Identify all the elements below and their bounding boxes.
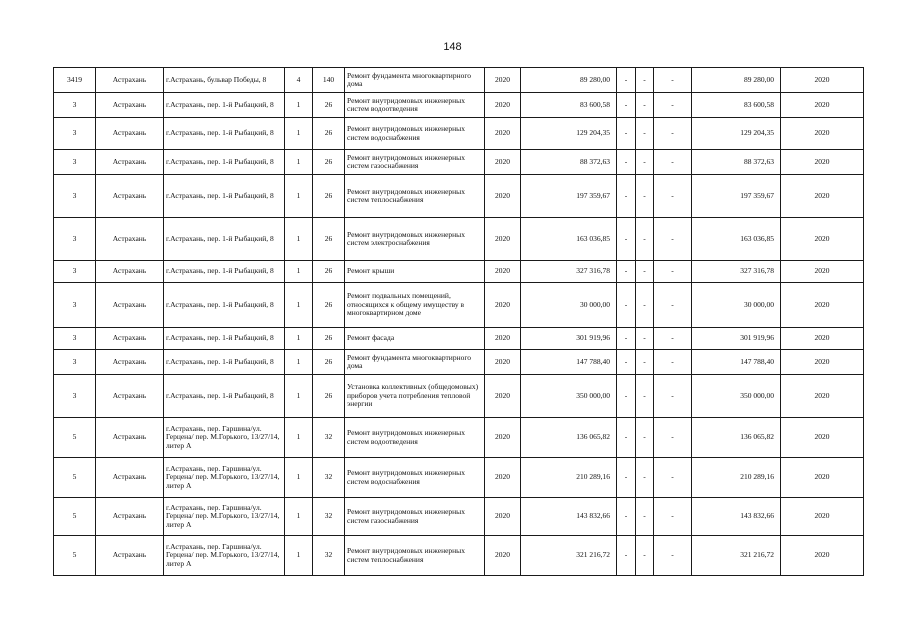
dash-cell: - — [636, 283, 654, 328]
dash-cell: - — [636, 68, 654, 93]
cost-cell: 350 000,00 — [521, 375, 617, 418]
work-type-cell: Установка коллективных (общедомовых) приборов учета потребления тепловой энергии — [345, 375, 485, 418]
dash-cell: - — [654, 261, 692, 283]
dash-cell: - — [617, 283, 636, 328]
table-row — [54, 150, 864, 175]
cost-cell: 30 000,00 — [521, 283, 617, 328]
row-number: 3 — [54, 93, 96, 118]
year-cell: 2020 — [485, 150, 521, 175]
dash-cell: - — [654, 118, 692, 150]
completion-year-cell: 2020 — [781, 536, 864, 576]
total-cell: 129 204,35 — [692, 118, 781, 150]
year-cell: 2020 — [485, 375, 521, 418]
address-cell: г.Астрахань, пер. Гаршина/ул. Герцена/ пер. М.Горького, 13/27/14, литер А — [164, 498, 285, 536]
dash-cell: - — [654, 93, 692, 118]
dash-cell: - — [636, 536, 654, 576]
floors-cell: 1 — [285, 375, 313, 418]
dash-cell: - — [654, 418, 692, 458]
dash-cell: - — [617, 218, 636, 261]
row-number: 5 — [54, 418, 96, 458]
work-type-cell: Ремонт крыши — [345, 261, 485, 283]
work-type-cell: Ремонт внутридомовых инженерных систем теплоснабжения — [345, 536, 485, 576]
address-cell: г.Астрахань, пер. 1-й Рыбацкий, 8 — [164, 375, 285, 418]
floors-cell: 1 — [285, 458, 313, 498]
year-cell: 2020 — [485, 93, 521, 118]
work-type-cell: Ремонт внутридомовых инженерных систем газоснабжения — [345, 498, 485, 536]
completion-year-cell: 2020 — [781, 118, 864, 150]
dash-cell: - — [617, 93, 636, 118]
apartments-cell: 32 — [313, 458, 345, 498]
work-type-cell: Ремонт внутридомовых инженерных систем водоснабжения — [345, 458, 485, 498]
cost-cell: 88 372,63 — [521, 150, 617, 175]
completion-year-cell: 2020 — [781, 283, 864, 328]
dash-cell: - — [636, 418, 654, 458]
dash-cell: - — [636, 118, 654, 150]
apartments-cell: 32 — [313, 498, 345, 536]
year-cell: 2020 — [485, 536, 521, 576]
row-number: 3 — [54, 350, 96, 375]
total-cell: 89 280,00 — [692, 68, 781, 93]
dash-cell: - — [617, 375, 636, 418]
table-row — [54, 68, 864, 93]
address-cell: г.Астрахань, пер. 1-й Рыбацкий, 8 — [164, 175, 285, 218]
completion-year-cell: 2020 — [781, 328, 864, 350]
dash-cell: - — [654, 536, 692, 576]
dash-cell: - — [636, 175, 654, 218]
dash-cell: - — [617, 536, 636, 576]
completion-year-cell: 2020 — [781, 418, 864, 458]
table-row — [54, 328, 864, 350]
address-cell: г.Астрахань, бульвар Победы, 8 — [164, 68, 285, 93]
row-number: 3 — [54, 375, 96, 418]
floors-cell: 1 — [285, 118, 313, 150]
dash-cell: - — [636, 458, 654, 498]
dash-cell: - — [654, 375, 692, 418]
row-number: 3 — [54, 261, 96, 283]
cost-cell: 197 359,67 — [521, 175, 617, 218]
city-cell: Астрахань — [96, 328, 164, 350]
completion-year-cell: 2020 — [781, 150, 864, 175]
table-row — [54, 498, 864, 536]
dash-cell: - — [654, 328, 692, 350]
floors-cell: 1 — [285, 93, 313, 118]
city-cell: Астрахань — [96, 93, 164, 118]
city-cell: Астрахань — [96, 458, 164, 498]
dash-cell: - — [654, 498, 692, 536]
row-number: 5 — [54, 498, 96, 536]
cost-cell: 147 788,40 — [521, 350, 617, 375]
floors-cell: 4 — [285, 68, 313, 93]
dash-cell: - — [654, 350, 692, 375]
cost-cell: 143 832,66 — [521, 498, 617, 536]
year-cell: 2020 — [485, 350, 521, 375]
year-cell: 2020 — [485, 283, 521, 328]
year-cell: 2020 — [485, 261, 521, 283]
row-number: 5 — [54, 458, 96, 498]
total-cell: 30 000,00 — [692, 283, 781, 328]
completion-year-cell: 2020 — [781, 375, 864, 418]
total-cell: 163 036,85 — [692, 218, 781, 261]
work-type-cell: Ремонт фасада — [345, 328, 485, 350]
dash-cell: - — [617, 150, 636, 175]
dash-cell: - — [617, 175, 636, 218]
city-cell: Астрахань — [96, 68, 164, 93]
address-cell: г.Астрахань, пер. 1-й Рыбацкий, 8 — [164, 93, 285, 118]
city-cell: Астрахань — [96, 375, 164, 418]
cost-cell: 327 316,78 — [521, 261, 617, 283]
total-cell: 143 832,66 — [692, 498, 781, 536]
table-row — [54, 458, 864, 498]
dash-cell: - — [654, 150, 692, 175]
completion-year-cell: 2020 — [781, 261, 864, 283]
cost-cell: 210 289,16 — [521, 458, 617, 498]
apartments-cell: 26 — [313, 261, 345, 283]
page-number: 148 — [443, 41, 462, 53]
work-type-cell: Ремонт фундамента многоквартирного дома — [345, 350, 485, 375]
table-row — [54, 118, 864, 150]
total-cell: 88 372,63 — [692, 150, 781, 175]
floors-cell: 1 — [285, 283, 313, 328]
address-cell: г.Астрахань, пер. Гаршина/ул. Герцена/ пер. М.Горького, 13/27/14, литер А — [164, 458, 285, 498]
total-cell: 210 289,16 — [692, 458, 781, 498]
city-cell: Астрахань — [96, 118, 164, 150]
row-number: 5 — [54, 536, 96, 576]
cost-cell: 83 600,58 — [521, 93, 617, 118]
year-cell: 2020 — [485, 68, 521, 93]
year-cell: 2020 — [485, 458, 521, 498]
table-row — [54, 283, 864, 328]
cost-cell: 301 919,96 — [521, 328, 617, 350]
city-cell: Астрахань — [96, 150, 164, 175]
year-cell: 2020 — [485, 328, 521, 350]
city-cell: Астрахань — [96, 350, 164, 375]
completion-year-cell: 2020 — [781, 498, 864, 536]
total-cell: 350 000,00 — [692, 375, 781, 418]
address-cell: г.Астрахань, пер. 1-й Рыбацкий, 8 — [164, 328, 285, 350]
city-cell: Астрахань — [96, 418, 164, 458]
dash-cell: - — [617, 68, 636, 93]
completion-year-cell: 2020 — [781, 458, 864, 498]
floors-cell: 1 — [285, 261, 313, 283]
apartments-cell: 32 — [313, 536, 345, 576]
completion-year-cell: 2020 — [781, 350, 864, 375]
total-cell: 83 600,58 — [692, 93, 781, 118]
floors-cell: 1 — [285, 498, 313, 536]
apartments-cell: 26 — [313, 328, 345, 350]
address-cell: г.Астрахань, пер. 1-й Рыбацкий, 8 — [164, 261, 285, 283]
dash-cell: - — [654, 283, 692, 328]
completion-year-cell: 2020 — [781, 218, 864, 261]
work-type-cell: Ремонт внутридомовых инженерных систем электроснабжения — [345, 218, 485, 261]
cost-cell: 163 036,85 — [521, 218, 617, 261]
repair-program-table — [53, 67, 864, 576]
work-type-cell: Ремонт внутридомовых инженерных систем газоснабжения — [345, 150, 485, 175]
completion-year-cell: 2020 — [781, 68, 864, 93]
table-row — [54, 93, 864, 118]
row-number: 3 — [54, 328, 96, 350]
address-cell: г.Астрахань, пер. 1-й Рыбацкий, 8 — [164, 218, 285, 261]
dash-cell: - — [636, 350, 654, 375]
table-row — [54, 418, 864, 458]
table-row — [54, 218, 864, 261]
table-row — [54, 375, 864, 418]
city-cell: Астрахань — [96, 261, 164, 283]
address-cell: г.Астрахань, пер. 1-й Рыбацкий, 8 — [164, 350, 285, 375]
row-number: 3 — [54, 218, 96, 261]
city-cell: Астрахань — [96, 536, 164, 576]
apartments-cell: 26 — [313, 118, 345, 150]
cost-cell: 129 204,35 — [521, 118, 617, 150]
apartments-cell: 26 — [313, 218, 345, 261]
address-cell: г.Астрахань, пер. 1-й Рыбацкий, 8 — [164, 118, 285, 150]
total-cell: 197 359,67 — [692, 175, 781, 218]
row-number: 3 — [54, 150, 96, 175]
cost-cell: 321 216,72 — [521, 536, 617, 576]
address-cell: г.Астрахань, пер. 1-й Рыбацкий, 8 — [164, 150, 285, 175]
table-row — [54, 350, 864, 375]
row-number: 3419 — [54, 68, 96, 93]
total-cell: 136 065,82 — [692, 418, 781, 458]
year-cell: 2020 — [485, 498, 521, 536]
row-number: 3 — [54, 118, 96, 150]
table-row — [54, 261, 864, 283]
dash-cell: - — [654, 218, 692, 261]
city-cell: Астрахань — [96, 283, 164, 328]
completion-year-cell: 2020 — [781, 175, 864, 218]
dash-cell: - — [636, 261, 654, 283]
total-cell: 147 788,40 — [692, 350, 781, 375]
apartments-cell: 26 — [313, 175, 345, 218]
dash-cell: - — [636, 93, 654, 118]
floors-cell: 1 — [285, 328, 313, 350]
dash-cell: - — [636, 375, 654, 418]
work-type-cell: Ремонт фундамента многоквартирного дома — [345, 68, 485, 93]
work-type-cell: Ремонт подвальных помещений, относящихся к общему имуществу в многоквартирном доме — [345, 283, 485, 328]
dash-cell: - — [617, 418, 636, 458]
apartments-cell: 26 — [313, 283, 345, 328]
row-number: 3 — [54, 283, 96, 328]
table-row — [54, 175, 864, 218]
apartments-cell: 26 — [313, 375, 345, 418]
cost-cell: 89 280,00 — [521, 68, 617, 93]
city-cell: Астрахань — [96, 175, 164, 218]
work-type-cell: Ремонт внутридомовых инженерных систем водоснабжения — [345, 118, 485, 150]
city-cell: Астрахань — [96, 218, 164, 261]
floors-cell: 1 — [285, 536, 313, 576]
dash-cell: - — [617, 118, 636, 150]
dash-cell: - — [636, 218, 654, 261]
total-cell: 321 216,72 — [692, 536, 781, 576]
dash-cell: - — [654, 68, 692, 93]
dash-cell: - — [617, 261, 636, 283]
cost-cell: 136 065,82 — [521, 418, 617, 458]
year-cell: 2020 — [485, 218, 521, 261]
work-type-cell: Ремонт внутридомовых инженерных систем водоотведения — [345, 93, 485, 118]
floors-cell: 1 — [285, 175, 313, 218]
dash-cell: - — [654, 175, 692, 218]
dash-cell: - — [617, 458, 636, 498]
dash-cell: - — [617, 328, 636, 350]
address-cell: г.Астрахань, пер. Гаршина/ул. Герцена/ пер. М.Горького, 13/27/14, литер А — [164, 418, 285, 458]
work-type-cell: Ремонт внутридомовых инженерных систем водоотведения — [345, 418, 485, 458]
floors-cell: 1 — [285, 218, 313, 261]
dash-cell: - — [636, 498, 654, 536]
year-cell: 2020 — [485, 418, 521, 458]
address-cell: г.Астрахань, пер. Гаршина/ул. Герцена/ пер. М.Горького, 13/27/14, литер А — [164, 536, 285, 576]
total-cell: 301 919,96 — [692, 328, 781, 350]
apartments-cell: 26 — [313, 350, 345, 375]
row-number: 3 — [54, 175, 96, 218]
dash-cell: - — [636, 328, 654, 350]
dash-cell: - — [636, 150, 654, 175]
completion-year-cell: 2020 — [781, 93, 864, 118]
apartments-cell: 26 — [313, 150, 345, 175]
dash-cell: - — [617, 498, 636, 536]
dash-cell: - — [654, 458, 692, 498]
floors-cell: 1 — [285, 150, 313, 175]
year-cell: 2020 — [485, 118, 521, 150]
floors-cell: 1 — [285, 418, 313, 458]
address-cell: г.Астрахань, пер. 1-й Рыбацкий, 8 — [164, 283, 285, 328]
table-row — [54, 536, 864, 576]
city-cell: Астрахань — [96, 498, 164, 536]
apartments-cell: 32 — [313, 418, 345, 458]
apartments-cell: 140 — [313, 68, 345, 93]
floors-cell: 1 — [285, 350, 313, 375]
dash-cell: - — [617, 350, 636, 375]
total-cell: 327 316,78 — [692, 261, 781, 283]
apartments-cell: 26 — [313, 93, 345, 118]
work-type-cell: Ремонт внутридомовых инженерных систем теплоснабжения — [345, 175, 485, 218]
year-cell: 2020 — [485, 175, 521, 218]
